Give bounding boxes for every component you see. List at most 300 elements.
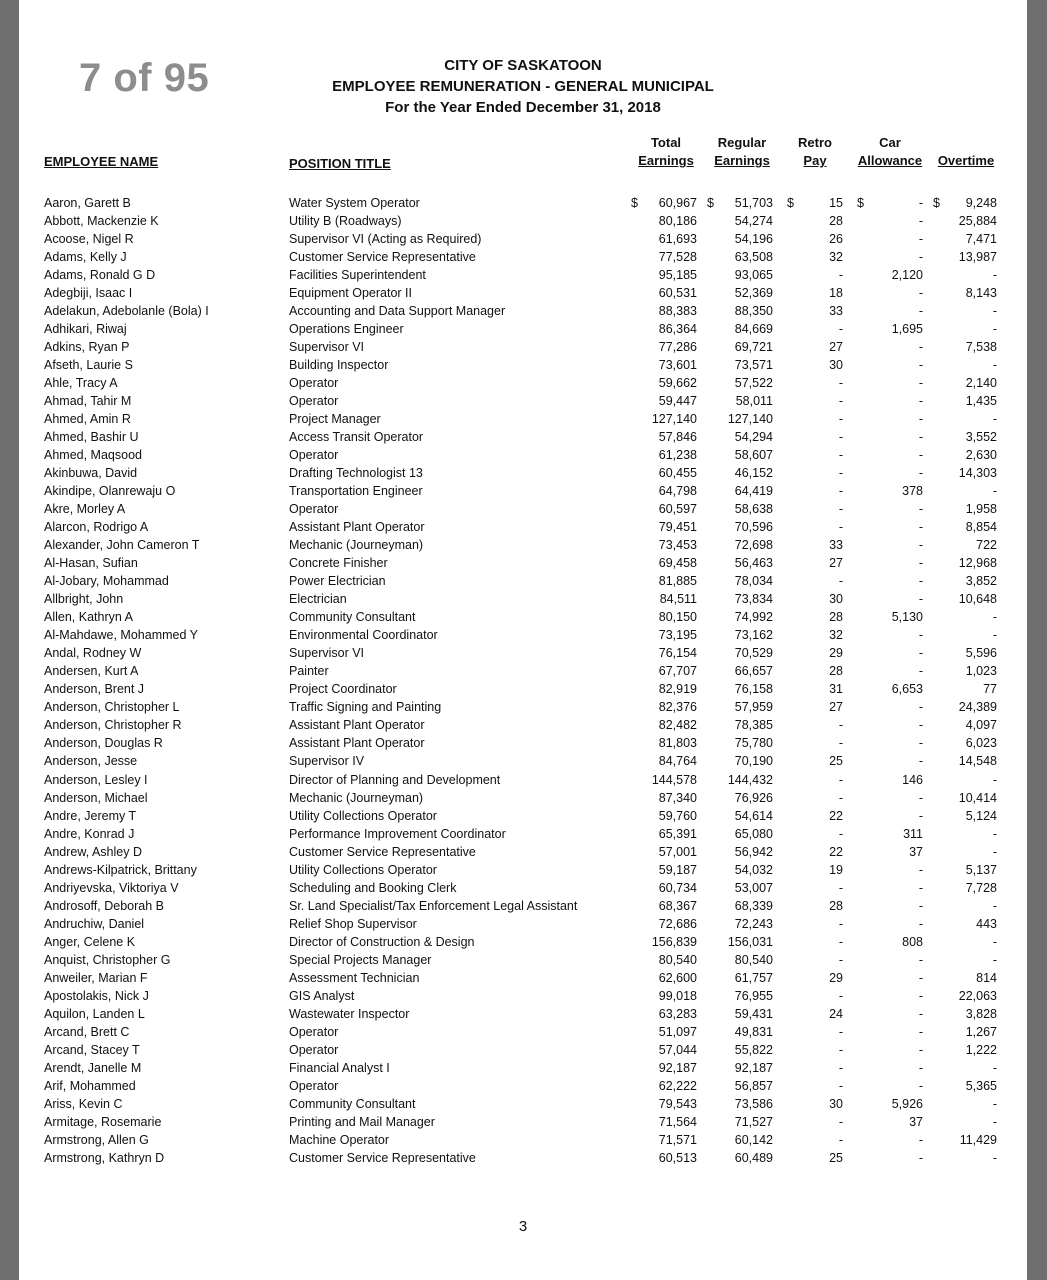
overtime-cell: 7,538 <box>965 340 997 355</box>
retro-pay-cell: 33 <box>829 304 843 319</box>
employee-name-cell: Anderson, Brent J <box>44 682 145 697</box>
regular-earnings-cell: 72,243 <box>734 916 773 931</box>
overtime-cell: - <box>992 934 997 949</box>
retro-pay-cell: 26 <box>829 232 843 247</box>
position-title-cell: Wastewater Inspector <box>289 1006 410 1021</box>
car-allowance-cell: - <box>918 1042 923 1057</box>
regular-earnings-cell: 61,757 <box>734 970 773 985</box>
employee-name-cell: Ahmed, Bashir U <box>44 430 139 445</box>
overtime-cell: - <box>992 844 997 859</box>
regular-earnings-cell: 49,831 <box>734 1024 773 1039</box>
retro-pay-cell: 33 <box>829 538 843 553</box>
overtime-cell: 22,063 <box>958 988 997 1003</box>
position-title-cell: Electrician <box>289 592 347 607</box>
retro-pay-cell: 29 <box>829 970 843 985</box>
table-row <box>19 194 1027 212</box>
overtime-cell: 3,552 <box>965 430 997 445</box>
header-title: CITY OF SASKATOON <box>444 57 602 74</box>
table-row <box>19 897 1027 915</box>
overtime-cell: 5,124 <box>965 808 997 823</box>
retro-pay-cell: 32 <box>829 250 843 265</box>
position-title-cell: Supervisor IV <box>289 754 365 769</box>
position-title-cell: Scheduling and Booking Clerk <box>289 880 457 895</box>
position-title-cell: Printing and Mail Manager <box>289 1114 435 1129</box>
employee-name-cell: Andre, Konrad J <box>44 826 135 841</box>
total-earnings-cell: 60,734 <box>658 880 697 895</box>
total-earnings-cell: 77,286 <box>658 340 697 355</box>
position-title-cell: Project Manager <box>289 412 381 427</box>
retro-pay-cell: - <box>838 772 843 787</box>
position-title-cell: Equipment Operator II <box>289 286 412 301</box>
table-row <box>19 284 1027 302</box>
table-row <box>19 302 1027 320</box>
position-title-cell: Supervisor VI <box>289 340 365 355</box>
retro-pay-cell: - <box>838 574 843 589</box>
retro-pay-cell: 22 <box>829 808 843 823</box>
overtime-cell: 1,435 <box>965 394 997 409</box>
retro-pay-cell: 25 <box>829 754 843 769</box>
car-allowance-cell: - <box>918 718 923 733</box>
overtime-cell: 5,596 <box>965 646 997 661</box>
table-row <box>19 248 1027 266</box>
regular-earnings-cell: 54,614 <box>734 808 773 823</box>
employee-name-cell: Allen, Kathryn A <box>44 610 133 625</box>
retro-pay-cell: - <box>838 430 843 445</box>
overtime-cell: 7,471 <box>965 232 997 247</box>
retro-pay-cell: 30 <box>829 358 843 373</box>
total-earnings-cell: 60,531 <box>658 286 697 301</box>
retro-pay-cell: - <box>838 736 843 751</box>
employee-name-cell: Adhikari, Riwaj <box>44 322 127 337</box>
employee-name-cell: Andrew, Ashley D <box>44 844 142 859</box>
employee-name-cell: Akinbuwa, David <box>44 466 138 481</box>
overtime-cell: - <box>992 952 997 967</box>
overtime-cell: 10,648 <box>958 592 997 607</box>
total-earnings-cell: 59,447 <box>658 394 697 409</box>
employee-name-cell: Ahle, Tracy A <box>44 376 118 391</box>
position-title-cell: Power Electrician <box>289 574 386 589</box>
overtime-cell: - <box>992 484 997 499</box>
total-earnings-cell: 82,919 <box>658 682 697 697</box>
position-title-cell: Utility Collections Operator <box>289 808 437 823</box>
car-allowance-cell: - <box>918 1078 923 1093</box>
retro-pay-cell: - <box>838 1024 843 1039</box>
employee-name-cell: Anderson, Christopher R <box>44 718 182 733</box>
column-header-overtime: Overtime <box>937 153 995 168</box>
car-allowance-cell: 311 <box>903 826 923 841</box>
retro-pay-cell: - <box>838 952 843 967</box>
employee-name-cell: Aaron, Garett B <box>44 196 131 210</box>
table-row <box>19 230 1027 248</box>
column-header-car: Car Allowance <box>857 135 923 168</box>
regular-earnings-cell: 84,669 <box>734 322 773 337</box>
total-earnings-cell: 62,222 <box>658 1078 697 1093</box>
total-earnings-cell: 80,540 <box>658 952 697 967</box>
total-earnings-cell: 57,846 <box>658 430 697 445</box>
retro-pay-cell: - <box>838 934 843 949</box>
regular-earnings-cell: 73,834 <box>734 592 773 607</box>
retro-pay-cell: 30 <box>829 1096 843 1111</box>
table-row <box>19 1095 1027 1113</box>
table-row <box>19 825 1027 843</box>
car-allowance-cell: - <box>918 808 923 823</box>
total-earnings-cell: 57,044 <box>658 1042 697 1057</box>
regular-earnings-cell: 73,571 <box>734 358 773 373</box>
employee-name-cell: Anweiler, Marian F <box>44 970 148 985</box>
employee-name-cell: Anderson, Jesse <box>44 754 138 769</box>
employee-name-cell: Aquilon, Landen L <box>44 1006 145 1021</box>
position-title-cell: Utility B (Roadways) <box>289 214 402 229</box>
position-title-cell: Assistant Plant Operator <box>289 718 425 733</box>
total-earnings-cell: 59,760 <box>658 808 697 823</box>
employee-name-cell: Alexander, John Cameron T <box>44 538 200 553</box>
car-allowance-cell: 1,695 <box>891 322 923 337</box>
employee-name-cell: Adams, Ronald G D <box>44 268 156 283</box>
employee-name-cell: Armstrong, Allen G <box>44 1132 149 1147</box>
regular-earnings-cell: 70,529 <box>734 646 773 661</box>
table-row <box>19 789 1027 807</box>
car-allowance-cell: - <box>918 754 923 769</box>
total-earnings-cell: 59,662 <box>658 376 697 391</box>
car-allowance-cell: - <box>918 520 923 535</box>
employee-name-cell: Alarcon, Rodrigo A <box>44 520 149 535</box>
car-allowance-cell: - <box>918 574 923 589</box>
employee-name-cell: Ariss, Kevin C <box>44 1096 123 1111</box>
car-allowance-cell: 378 <box>902 484 923 499</box>
car-allowance-cell: - <box>918 340 923 355</box>
table-row <box>19 1059 1027 1077</box>
car-allowance-cell: - <box>918 538 923 553</box>
table-row <box>19 428 1027 446</box>
position-title-cell: Customer Service Representative <box>289 250 476 265</box>
position-title-cell: Accounting and Data Support Manager <box>289 304 506 319</box>
regular-earnings-cell: 69,721 <box>734 340 773 355</box>
car-allowance-cell: - <box>918 430 923 445</box>
regular-earnings-cell: 64,419 <box>734 484 773 499</box>
car-allowance-cell: - <box>918 1006 923 1021</box>
retro-pay-cell: 30 <box>829 592 843 607</box>
currency-symbol: $ <box>787 196 794 210</box>
car-allowance-cell: - <box>918 646 923 661</box>
employee-name-cell: Al-Mahdawe, Mohammed Y <box>44 628 199 643</box>
position-title-cell: Transportation Engineer <box>289 484 423 499</box>
car-allowance-cell: - <box>918 232 923 247</box>
employee-name-cell: Allbright, John <box>44 592 124 607</box>
table-row <box>19 410 1027 428</box>
table-row <box>19 590 1027 608</box>
total-earnings-cell: 92,187 <box>658 1060 697 1075</box>
position-title-cell: Mechanic (Journeyman) <box>289 790 424 805</box>
regular-earnings-cell: 63,508 <box>734 250 773 265</box>
table-row <box>19 644 1027 662</box>
total-earnings-cell: 72,686 <box>658 916 697 931</box>
overtime-cell: 5,137 <box>965 862 997 877</box>
car-allowance-cell: - <box>918 700 923 715</box>
position-title-cell: Water System Operator <box>289 196 420 210</box>
employee-name-cell: Arendt, Janelle M <box>44 1060 142 1075</box>
car-allowance-cell: - <box>918 286 923 301</box>
table-row <box>19 933 1027 951</box>
overtime-cell: 9,248 <box>965 196 997 210</box>
overtime-cell: - <box>992 358 997 373</box>
table-row <box>19 662 1027 680</box>
total-earnings-cell: 76,154 <box>658 646 697 661</box>
column-header-name: EMPLOYEE NAME <box>44 154 159 169</box>
position-title-cell: Operator <box>289 376 339 391</box>
employee-name-cell: Andre, Jeremy T <box>44 808 137 823</box>
document-page <box>19 0 1027 1280</box>
total-earnings-cell: 82,482 <box>658 718 697 733</box>
retro-pay-cell: 18 <box>829 286 843 301</box>
regular-earnings-cell: 92,187 <box>734 1060 773 1075</box>
total-earnings-cell: 57,001 <box>658 844 697 859</box>
retro-pay-cell: 15 <box>829 196 843 210</box>
car-allowance-cell: - <box>918 412 923 427</box>
retro-pay-cell: 29 <box>829 646 843 661</box>
position-title-cell: Operator <box>289 502 339 517</box>
employee-name-cell: Apostolakis, Nick J <box>44 988 149 1003</box>
position-title-cell: Operator <box>289 448 339 463</box>
retro-pay-cell: - <box>838 1078 843 1093</box>
car-allowance-cell: - <box>918 304 923 319</box>
car-allowance-cell: - <box>918 448 923 463</box>
car-allowance-cell: - <box>918 628 923 643</box>
table-row <box>19 356 1027 374</box>
regular-earnings-cell: 88,350 <box>734 304 773 319</box>
car-allowance-cell: - <box>918 1024 923 1039</box>
employee-name-cell: Andriyevska, Viktoriya V <box>44 880 179 895</box>
car-allowance-cell: - <box>918 358 923 373</box>
employee-name-cell: Ahmad, Tahir M <box>44 394 132 409</box>
employee-name-cell: Ahmed, Maqsood <box>44 448 142 463</box>
table-row <box>19 554 1027 572</box>
position-title-cell: Machine Operator <box>289 1132 390 1147</box>
employee-name-cell: Abbott, Mackenzie K <box>44 214 159 229</box>
regular-earnings-cell: 76,926 <box>734 790 773 805</box>
table-row <box>19 212 1027 230</box>
total-earnings-cell: 87,340 <box>658 790 697 805</box>
employee-name-cell: Andal, Rodney W <box>44 646 142 661</box>
overtime-cell: 25,884 <box>958 214 997 229</box>
total-earnings-cell: 84,511 <box>659 592 697 607</box>
position-title-cell: Access Transit Operator <box>289 430 424 445</box>
table-row <box>19 536 1027 554</box>
car-allowance-cell: - <box>918 916 923 931</box>
employee-name-cell: Acoose, Nigel R <box>44 232 134 247</box>
table-row <box>19 734 1027 752</box>
position-title-cell: Customer Service Representative <box>289 1150 476 1165</box>
total-earnings-cell: 81,885 <box>658 574 697 589</box>
employee-name-cell: Andruchiw, Daniel <box>44 916 145 931</box>
regular-earnings-cell: 55,822 <box>734 1042 773 1057</box>
total-earnings-cell: 68,367 <box>658 898 697 913</box>
overtime-cell: 6,023 <box>965 736 997 751</box>
total-earnings-cell: 73,195 <box>658 628 697 643</box>
table-row <box>19 446 1027 464</box>
table-row <box>19 771 1027 789</box>
overtime-cell: 24,389 <box>958 700 997 715</box>
table-row <box>19 518 1027 536</box>
position-title-cell: Performance Improvement Coordinator <box>289 826 506 841</box>
position-title-cell: Supervisor VI <box>289 646 365 661</box>
overtime-cell: 443 <box>976 916 997 931</box>
overtime-cell: 8,143 <box>965 286 997 301</box>
retro-pay-cell: - <box>838 502 843 517</box>
regular-earnings-cell: 72,698 <box>734 538 773 553</box>
total-earnings-cell: 60,967 <box>658 196 697 210</box>
regular-earnings-cell: 65,080 <box>734 826 773 841</box>
page-number: 3 <box>518 1218 528 1235</box>
regular-earnings-cell: 57,959 <box>734 700 773 715</box>
employee-name-cell: Adams, Kelly J <box>44 250 127 265</box>
overtime-cell: - <box>992 1150 997 1165</box>
employee-name-cell: Al-Hasan, Sufian <box>44 556 138 571</box>
regular-earnings-cell: 78,034 <box>734 574 773 589</box>
total-earnings-cell: 65,391 <box>658 826 697 841</box>
total-earnings-cell: 88,383 <box>658 304 697 319</box>
regular-earnings-cell: 76,955 <box>734 988 773 1003</box>
table-row <box>19 1041 1027 1059</box>
table-row <box>19 987 1027 1005</box>
position-title-cell: Relief Shop Supervisor <box>289 916 417 931</box>
total-earnings-cell: 71,564 <box>658 1114 697 1129</box>
table-row <box>19 266 1027 284</box>
retro-pay-cell: 27 <box>829 700 843 715</box>
column-header-regular: Regular Earnings <box>714 135 770 168</box>
overtime-cell: 1,958 <box>965 502 997 517</box>
header-period: For the Year Ended December 31, 2018 <box>385 99 661 116</box>
table-row <box>19 1023 1027 1041</box>
overtime-cell: - <box>992 304 997 319</box>
position-title-cell: Community Consultant <box>289 610 416 625</box>
retro-pay-cell: - <box>838 880 843 895</box>
car-allowance-cell: - <box>918 1060 923 1075</box>
page-indicator: 7 of 95 <box>79 56 210 100</box>
total-earnings-cell: 79,543 <box>658 1096 697 1111</box>
employee-name-cell: Arcand, Stacey T <box>44 1042 140 1057</box>
car-allowance-cell: - <box>918 988 923 1003</box>
retro-pay-cell: - <box>838 322 843 337</box>
regular-earnings-cell: 58,607 <box>734 448 773 463</box>
overtime-cell: 14,303 <box>958 466 997 481</box>
table-row <box>19 464 1027 482</box>
overtime-cell: - <box>992 322 997 337</box>
header-subtitle: EMPLOYEE REMUNERATION - GENERAL MUNICIPAL <box>332 78 714 95</box>
total-earnings-cell: 84,764 <box>658 754 697 769</box>
regular-earnings-cell: 70,190 <box>734 754 773 769</box>
car-allowance-cell: 37 <box>909 844 923 859</box>
car-allowance-cell: - <box>918 880 923 895</box>
overtime-cell: - <box>992 412 997 427</box>
overtime-cell: 5,365 <box>965 1078 997 1093</box>
regular-earnings-cell: 127,140 <box>727 412 773 427</box>
retro-pay-cell: 25 <box>829 1150 843 1165</box>
car-allowance-cell: 146 <box>902 772 923 787</box>
employee-name-cell: Ahmed, Amin R <box>44 412 131 427</box>
total-earnings-cell: 82,376 <box>658 700 697 715</box>
column-header-total: Total Earnings <box>638 135 694 168</box>
car-allowance-cell: - <box>918 1150 923 1165</box>
table-row <box>19 1149 1027 1167</box>
retro-pay-cell: - <box>838 988 843 1003</box>
position-title-cell: Supervisor VI (Acting as Required) <box>289 232 482 247</box>
position-title-cell: Facilities Superintendent <box>289 268 426 283</box>
position-title-cell: Special Projects Manager <box>289 952 432 967</box>
employee-name-cell: Adkins, Ryan P <box>44 340 130 355</box>
overtime-cell: 2,140 <box>965 376 997 391</box>
retro-pay-cell: - <box>838 376 843 391</box>
table-row <box>19 1077 1027 1095</box>
table-row <box>19 1005 1027 1023</box>
total-earnings-cell: 67,707 <box>658 664 697 679</box>
car-allowance-cell: - <box>918 1132 923 1147</box>
employee-name-cell: Arif, Mohammed <box>44 1078 136 1093</box>
regular-earnings-cell: 56,942 <box>734 844 773 859</box>
regular-earnings-cell: 78,385 <box>734 718 773 733</box>
regular-earnings-cell: 76,158 <box>734 682 773 697</box>
total-earnings-cell: 99,018 <box>658 988 697 1003</box>
table-row <box>19 572 1027 590</box>
total-earnings-cell: 144,578 <box>651 772 697 787</box>
overtime-cell: 4,097 <box>965 718 997 733</box>
retro-pay-cell: - <box>838 268 843 283</box>
table-row <box>19 392 1027 410</box>
car-allowance-cell: - <box>918 394 923 409</box>
regular-earnings-cell: 68,339 <box>734 898 773 913</box>
total-earnings-cell: 77,528 <box>658 250 697 265</box>
position-title-cell: Community Consultant <box>289 1096 416 1111</box>
retro-pay-cell: - <box>838 1060 843 1075</box>
position-title-cell: Sr. Land Specialist/Tax Enforcement Legal Assistant <box>289 898 578 913</box>
regular-earnings-cell: 58,638 <box>734 502 773 517</box>
regular-earnings-cell: 54,294 <box>734 430 773 445</box>
position-title-cell: Operator <box>289 1024 339 1039</box>
currency-symbol: $ <box>857 196 864 210</box>
car-allowance-cell: - <box>918 502 923 517</box>
overtime-cell: 1,222 <box>965 1042 997 1057</box>
regular-earnings-cell: 58,011 <box>735 394 773 409</box>
retro-pay-cell: - <box>838 790 843 805</box>
table-row <box>19 608 1027 626</box>
overtime-cell: 10,414 <box>958 790 997 805</box>
position-title-cell: Operator <box>289 1042 339 1057</box>
car-allowance-cell: - <box>918 898 923 913</box>
car-allowance-cell: - <box>918 952 923 967</box>
car-allowance-cell: 37 <box>909 1114 923 1129</box>
total-earnings-cell: 80,150 <box>658 610 697 625</box>
regular-earnings-cell: 60,489 <box>734 1150 773 1165</box>
position-title-cell: Assessment Technician <box>289 970 420 985</box>
position-title-cell: Drafting Technologist 13 <box>289 466 423 481</box>
total-earnings-cell: 156,839 <box>651 934 697 949</box>
employee-name-cell: Al-Jobary, Mohammad <box>44 574 169 589</box>
employee-name-cell: Armstrong, Kathryn D <box>44 1150 165 1165</box>
column-header-retro: Retro Pay <box>798 135 832 168</box>
position-title-cell: Operator <box>289 1078 339 1093</box>
regular-earnings-cell: 156,031 <box>727 934 773 949</box>
regular-earnings-cell: 52,369 <box>734 286 773 301</box>
position-title-cell: Environmental Coordinator <box>289 628 438 643</box>
overtime-cell: 13,987 <box>958 250 997 265</box>
regular-earnings-cell: 54,196 <box>734 232 773 247</box>
total-earnings-cell: 81,803 <box>658 736 697 751</box>
car-allowance-cell: 5,130 <box>891 610 923 625</box>
overtime-cell: 722 <box>976 538 997 553</box>
overtime-cell: - <box>992 826 997 841</box>
total-earnings-cell: 80,186 <box>658 214 697 229</box>
position-title-cell: Director of Planning and Development <box>289 772 501 787</box>
regular-earnings-cell: 56,463 <box>734 556 773 571</box>
